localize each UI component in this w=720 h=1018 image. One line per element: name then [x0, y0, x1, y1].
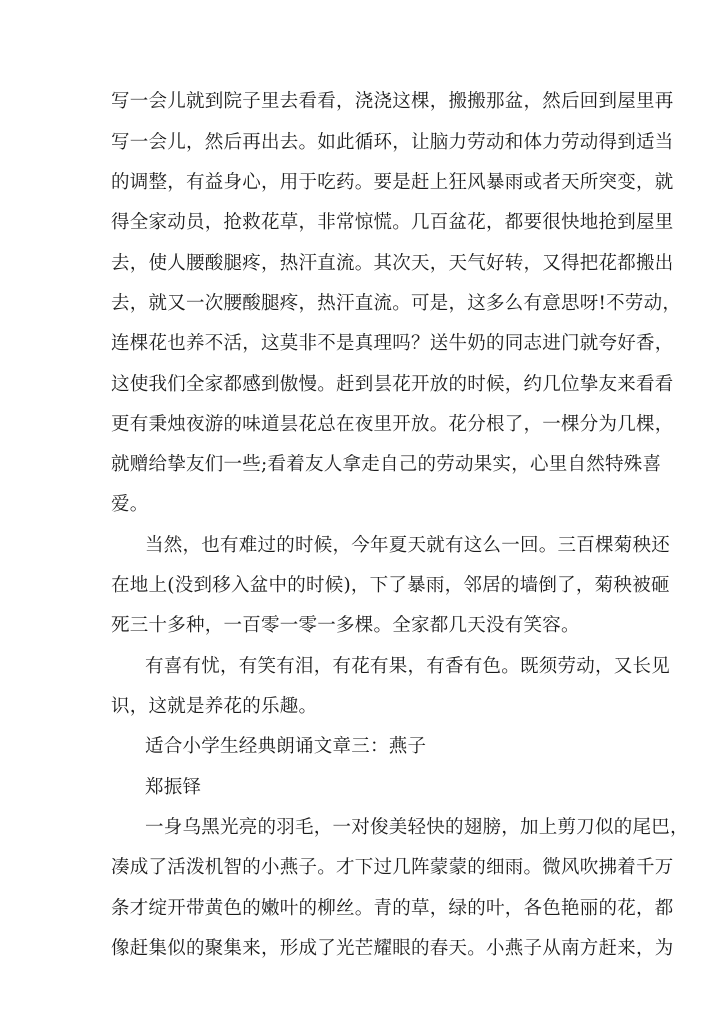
text-line: 这使我们全家都感到傲慢。赶到昙花开放的时候，约几位挚友来看看	[111, 374, 674, 395]
text-line: 爱。	[111, 494, 149, 515]
text-line: 去，使人腰酸腿疼，热汗直流。其次天，天气好转，又得把花都搬出	[111, 253, 674, 274]
text-line: 去，就又一次腰酸腿疼，热汗直流。可是，这多么有意思呀!不劳动，	[111, 293, 682, 314]
author-name: 郑振铎	[145, 777, 202, 798]
text-line: 连棵花也养不活，这莫非不是真理吗？送牛奶的同志进门就夸好香，	[111, 333, 674, 354]
paragraph-first-line: 一身乌黑光亮的羽毛，一对俊美轻快的翅膀，加上剪刀似的尾巴，	[145, 817, 689, 838]
text-line: 更有秉烛夜游的味道昙花总在夜里开放。花分根了，一棵分为几棵，	[111, 414, 674, 435]
text-line: 写一会儿就到院子里去看看，浇浇这棵，搬搬那盆，然后回到屋里再	[111, 91, 674, 112]
text-line: 凑成了活泼机智的小燕子。才下过几阵蒙蒙的细雨。微风吹拂着千万	[111, 857, 674, 878]
text-line: 的调整，有益身心，用于吃药。要是赶上狂风暴雨或者天所突变，就	[111, 172, 674, 193]
text-line: 在地上(没到移入盆中的时候)，下了暴雨，邻居的墙倒了，菊秧被砸	[111, 575, 670, 596]
text-line: 条才绽开带黄色的嫩叶的柳丝。青的草，绿的叶，各色艳丽的花，都	[111, 898, 674, 919]
paragraph-first-line: 当然，也有难过的时候，今年夏天就有这么一回。三百棵菊秧还	[145, 535, 671, 556]
text-line: 就赠给挚友们一些;看着友人拿走自己的劳动果实，心里自然特殊喜	[111, 454, 662, 475]
text-line: 识，这就是养花的乐趣。	[111, 696, 318, 717]
text-line: 写一会儿，然后再出去。如此循环，让脑力劳动和体力劳动得到适当	[111, 132, 674, 153]
text-line: 得全家动员，抢救花草，非常惊慌。几百盆花，都要很快地抢到屋里	[111, 212, 674, 233]
section-heading: 适合小学生经典朗诵文章三：燕子	[145, 736, 427, 757]
paragraph-first-line: 有喜有忧，有笑有泪，有花有果，有香有色。既须劳动，又长见	[145, 656, 671, 677]
text-line: 死三十多种，一百零一零一多棵。全家都几天没有笑容。	[111, 615, 580, 636]
text-line: 像赶集似的聚集来，形成了光芒耀眼的春天。小燕子从南方赶来，为	[111, 938, 674, 959]
